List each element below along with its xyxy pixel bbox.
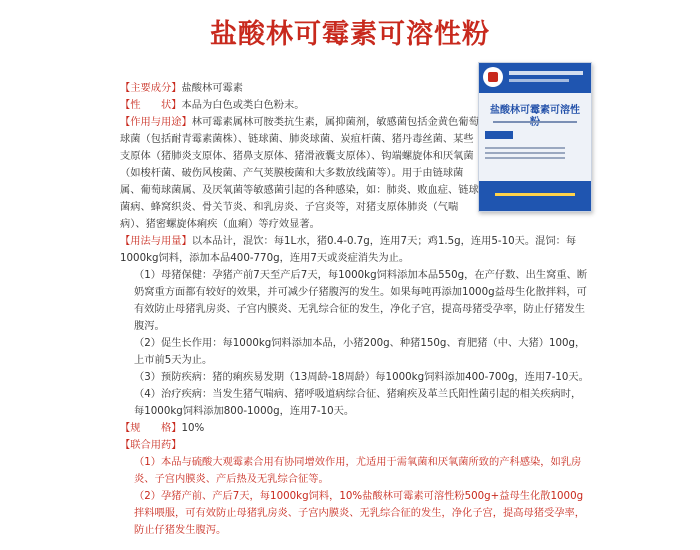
ingredient-label: 【主要成分】 (120, 82, 182, 94)
dosage-item-4: （4）治疗疾病：当发生猪气喘病、猪呼吸道病综合征、猪痢疾及革兰氏阳性菌引起的相关疾病时，每1000kg饲料添加800-1000g，连用7-10天。 (134, 388, 582, 417)
usage-row (120, 114, 480, 233)
usage-value: 林可霉素属林可胺类抗生素，属抑菌剂，敏感菌包括金黄色葡萄球菌（包括耐青霉素菌株）、链球菌、肺炎球菌、炭疽杆菌、猪丹毒丝菌、某些支原体（猪肺炎支原体、猪鼻支原体、猪滑液囊支原体）、钩端螺旋体和厌氧菌（如梭杆菌、破伤风梭菌、产气荚膜梭菌和大多数放线菌等）。用于由链球菌属、葡萄球菌属、及厌氧菌等敏感菌引起的各种感染，如：肺炎、败血症、链球菌病、蜂窝织炎、骨关节炎、和乳房炎、子宫炎等，对猪支原体肺炎（气喘病）、猪密螺旋体痢疾（血痢）等疗效显著。 (120, 116, 479, 230)
dosage-row (120, 233, 590, 267)
spec-row (120, 420, 590, 437)
dosage-value: 以本品计，混饮：每1L水，猪0.4-0.7g，连用7天；鸡1.5g，连用5-10天。混饲：每1000kg饲料，添加本品400-770g，连用7天或炎症消失为止。 (120, 235, 577, 264)
property-value: 本品为白色或类白色粉末。 (181, 99, 305, 111)
dosage-label: 【用法与用量】 (120, 235, 192, 247)
spec-value: 10% (181, 422, 205, 434)
property-row (120, 97, 590, 114)
combo-item-1: （1）本品与硫酸大观霉素合用有协同增效作用，尤适用于需氧菌和厌氧菌所致的产科感染，如乳房炎、子宫内膜炎、产后热及无乳综合征等。 (134, 456, 582, 485)
product-description (120, 80, 590, 539)
package-decoration (509, 71, 583, 75)
ingredient-row (120, 80, 590, 97)
combo-row (120, 437, 590, 454)
dosage-item-3: （3）预防疾病：猪的痢疾易发期（13周龄-18周龄）每1000kg饲料添加400-700g，连用7-10天。 (134, 371, 589, 383)
dosage-item-2: （2）促生长作用：每1000kg饲料添加本品，小猪200g、种猪150g、育肥猪（中、大猪）100g，上市前5天为止。 (134, 337, 586, 366)
dosage-item-1: （1）母猪保健：孕猪产前7天至产后7天，每1000kg饲料添加本品550g，在产仔数、出生窝重、断奶窝重方面都有较好的效果，并可减少仔猪腹泻的发生。如果每吨再添加1000g益母生化散拌料，可有效防止母猪乳房炎、子宫内膜炎、无乳综合征的发生，净化子宫，提高母猪受孕率，防止仔猪发生腹泻。 (134, 269, 588, 332)
spec-label: 【规 格】 (120, 422, 182, 434)
ingredient-value: 盐酸林可霉素 (181, 82, 244, 94)
property-label: 【性 状】 (120, 99, 182, 111)
usage-label: 【作用与用途】 (120, 116, 192, 128)
page-title: 盐酸林可霉素可溶性粉 (210, 19, 490, 50)
package-product-name: 盐酸林可霉素可溶性 (490, 105, 580, 116)
combo-item-2: （2）孕猪产前、产后7天，每1000kg饲料，10%盐酸林可霉素可溶性粉500g+益母生化散1000g拌料喂服，可有效防止母猪乳房炎、子宫内膜炎、无乳综合征的发生，净化子宫，提高母猪受孕率，防止仔猪发生腹泻。 (134, 490, 586, 536)
combo-label: 【联合用药】 (120, 439, 182, 451)
